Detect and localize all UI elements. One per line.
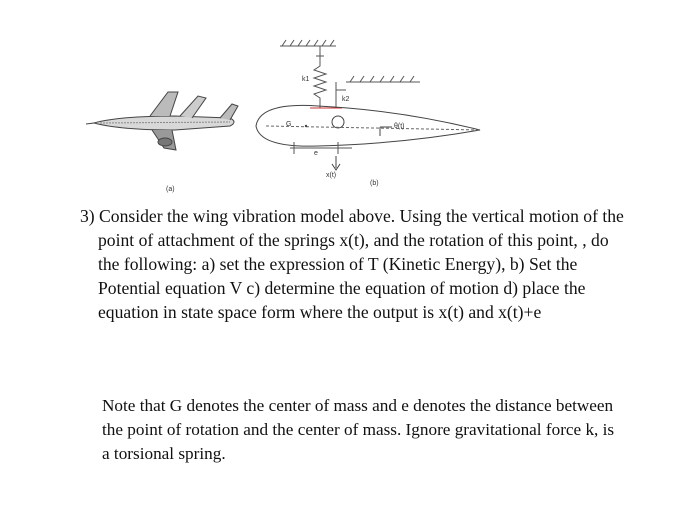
label-theta: θ(t) bbox=[394, 123, 405, 130]
spring-k1 bbox=[314, 56, 326, 108]
label-x: x(t) bbox=[326, 172, 337, 179]
wing-vibration-figure bbox=[80, 30, 500, 200]
note-text: Note that G denotes the center of mass and e denotes the distance between the point of rotation and the center of mass. Ignore gravitational force k, is a torsional spring. bbox=[102, 396, 615, 463]
ceiling-hatch bbox=[280, 40, 336, 46]
caption-a: (a) bbox=[166, 186, 175, 193]
figure-drawing bbox=[80, 30, 500, 200]
note-block bbox=[102, 394, 622, 466]
airplane-sketch bbox=[86, 92, 238, 150]
question-block bbox=[80, 204, 625, 324]
label-k2: k2 bbox=[342, 96, 350, 103]
label-e: e bbox=[314, 150, 318, 157]
label-g: G bbox=[286, 121, 292, 128]
label-k1: k1 bbox=[302, 76, 310, 83]
caption-b: (b) bbox=[370, 180, 379, 187]
torsion-hatch bbox=[346, 76, 420, 82]
question-text: 3) Consider the wing vibration model above. Using the vertical motion of the point of attachment of the springs x(t), and the rotation of this point, , do the following: a) set the expression of T (Kinetic Energy), b) Set the Potential equation V c) determine the equation of motion d) place the equation in state space form where the output is x(t) and x(t)+e bbox=[80, 206, 624, 322]
